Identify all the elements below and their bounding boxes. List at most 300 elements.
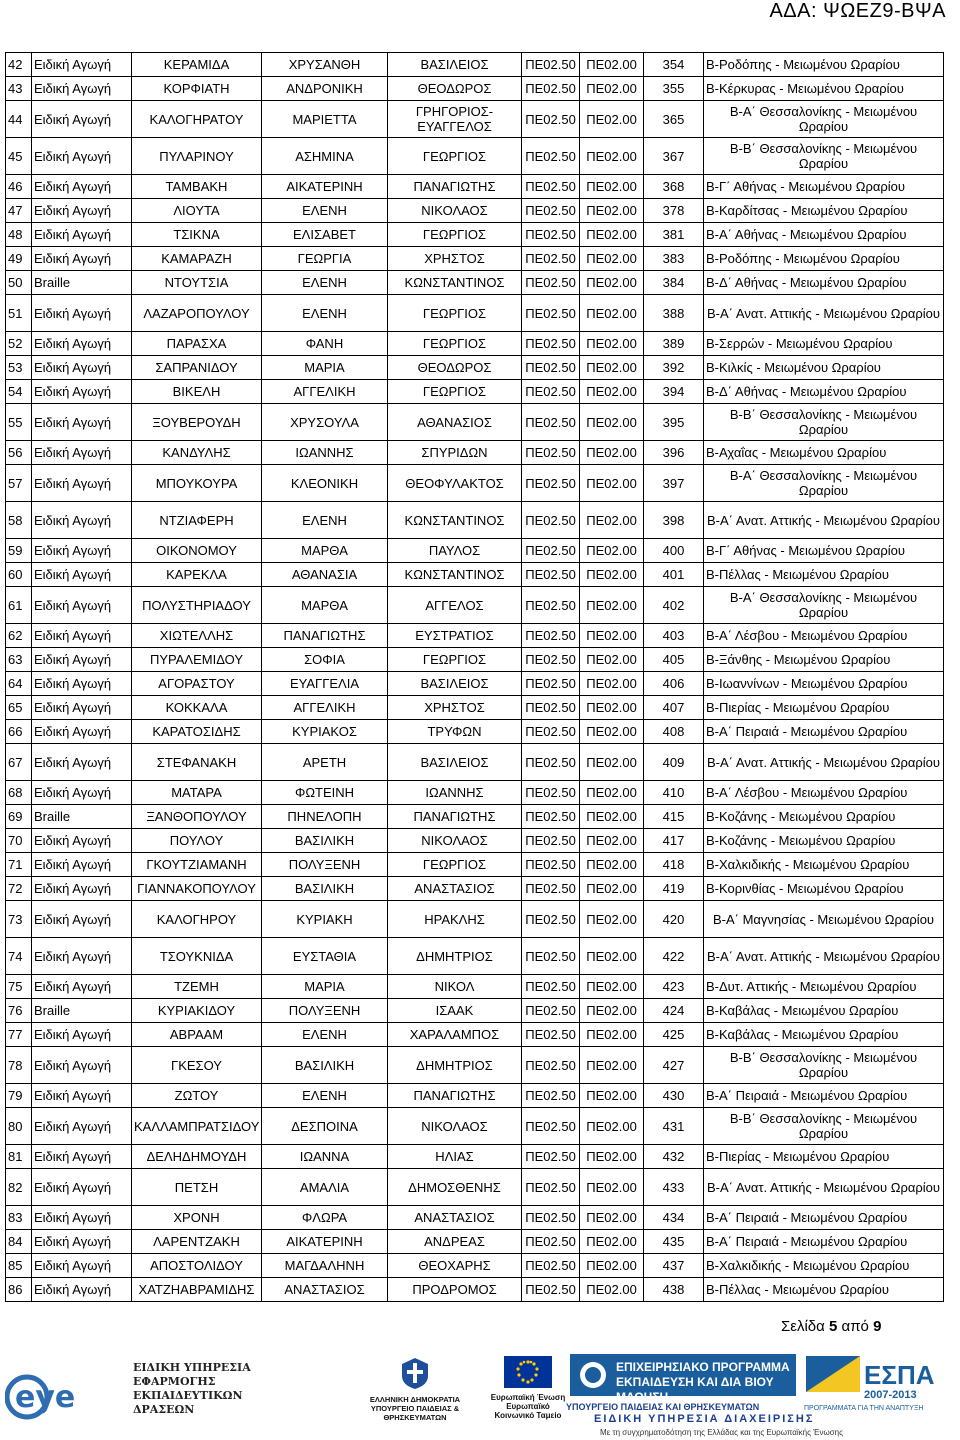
first-name-cell: ΒΑΣΙΛΙΚΗ bbox=[262, 829, 388, 853]
father-name-cell: ΘΕΟΔΩΡΟΣ bbox=[388, 356, 522, 380]
first-name-cell: ΕΥΣΤΑΘΙΑ bbox=[262, 938, 388, 975]
position-cell: Β-Β΄ Θεσσαλονίκης - Μειωμένου Ωραρίου bbox=[704, 404, 944, 441]
surname-cell: ΞΟΥΒΕΡΟΥΔΗ bbox=[132, 404, 262, 441]
row-number-cell: 69 bbox=[6, 805, 32, 829]
surname-cell: ΑΒΡΑΑΜ bbox=[132, 1023, 262, 1047]
position-cell: Β-Ροδόπης - Μειωμένου Ωραρίου bbox=[704, 53, 944, 77]
table-row bbox=[6, 175, 944, 199]
specialty-cell: Ειδική Αγωγή bbox=[32, 901, 132, 938]
father-name-cell: ΣΠΥΡΙΔΩΝ bbox=[388, 441, 522, 465]
first-name-cell: ΦΩΤΕΙΝΗ bbox=[262, 781, 388, 805]
code-secondary-cell: ΠΕ02.00 bbox=[580, 295, 644, 332]
code-secondary-cell: ΠΕ02.00 bbox=[580, 1108, 644, 1145]
first-name-cell: ΕΛΕΝΗ bbox=[262, 502, 388, 539]
rank-cell: 424 bbox=[644, 999, 704, 1023]
table-row bbox=[6, 199, 944, 223]
rank-cell: 419 bbox=[644, 877, 704, 901]
position-cell: Β-Κοζάνης - Μειωμένου Ωραρίου bbox=[704, 829, 944, 853]
specialty-cell: Ειδική Αγωγή bbox=[32, 465, 132, 502]
rank-cell: 367 bbox=[644, 138, 704, 175]
code-secondary-cell: ΠΕ02.00 bbox=[580, 805, 644, 829]
surname-cell: ΟΙΚΟΝΟΜΟΥ bbox=[132, 539, 262, 563]
code-primary-cell: ΠΕ02.50 bbox=[522, 672, 580, 696]
eye-logo bbox=[5, 1357, 275, 1433]
father-name-cell: ΓΕΩΡΓΙΟΣ bbox=[388, 648, 522, 672]
page-number: Σελίδα 5 από 9 bbox=[781, 1318, 882, 1335]
eye-mark-text: eye bbox=[15, 1380, 76, 1415]
rank-cell: 388 bbox=[644, 295, 704, 332]
first-name-cell: ΑΓΓΕΛΙΚΗ bbox=[262, 696, 388, 720]
code-primary-cell: ΠΕ02.50 bbox=[522, 441, 580, 465]
code-secondary-cell: ΠΕ02.00 bbox=[580, 1169, 644, 1206]
code-primary-cell: ΠΕ02.50 bbox=[522, 781, 580, 805]
father-name-cell: ΒΑΣΙΛΕΙΟΣ bbox=[388, 53, 522, 77]
rank-cell: 368 bbox=[644, 175, 704, 199]
position-cell: Β-Αχαΐας - Μειωμένου Ωραρίου bbox=[704, 441, 944, 465]
rank-cell: 418 bbox=[644, 853, 704, 877]
code-primary-cell: ΠΕ02.50 bbox=[522, 223, 580, 247]
code-primary-cell: ΠΕ02.50 bbox=[522, 271, 580, 295]
surname-cell: ΚΕΡΑΜΙΔΑ bbox=[132, 53, 262, 77]
first-name-cell: ΠΟΛΥΞΕΝΗ bbox=[262, 999, 388, 1023]
code-secondary-cell: ΠΕ02.00 bbox=[580, 138, 644, 175]
surname-cell: ΠΕΤΣΗ bbox=[132, 1169, 262, 1206]
first-name-cell: ΑΡΕΤΗ bbox=[262, 744, 388, 781]
table-row bbox=[6, 744, 944, 781]
rank-cell: 392 bbox=[644, 356, 704, 380]
row-number-cell: 56 bbox=[6, 441, 32, 465]
rank-cell: 432 bbox=[644, 1145, 704, 1169]
rank-cell: 420 bbox=[644, 901, 704, 938]
greek-republic-text: ΕΛΛΗΝΙΚΗ ΔΗΜΟΚΡΑΤΙΑ ΥΠΟΥΡΓΕΙΟ ΠΑΙΔΕΙΑΣ & ΘΡΗΣΚΕΥΜΑΤΩΝ bbox=[369, 1395, 461, 1422]
eu-logo bbox=[488, 1356, 568, 1420]
row-number-cell: 66 bbox=[6, 720, 32, 744]
specialty-cell: Ειδική Αγωγή bbox=[32, 587, 132, 624]
specialty-cell: Ειδική Αγωγή bbox=[32, 332, 132, 356]
row-number-cell: 54 bbox=[6, 380, 32, 404]
code-secondary-cell: ΠΕ02.00 bbox=[580, 672, 644, 696]
first-name-cell: ΕΛΙΣΑΒΕΤ bbox=[262, 223, 388, 247]
father-name-cell: ΓΡΗΓΟΡΙΟΣ-ΕΥΑΓΓΕΛΟΣ bbox=[388, 101, 522, 138]
specialty-cell: Ειδική Αγωγή bbox=[32, 1254, 132, 1278]
row-number-cell: 53 bbox=[6, 356, 32, 380]
surname-cell: ΣΑΠΡΑΝΙΔΟΥ bbox=[132, 356, 262, 380]
code-secondary-cell: ΠΕ02.00 bbox=[580, 1254, 644, 1278]
rank-cell: 389 bbox=[644, 332, 704, 356]
code-secondary-cell: ΠΕ02.00 bbox=[580, 465, 644, 502]
code-primary-cell: ΠΕ02.50 bbox=[522, 877, 580, 901]
position-cell: Β-Α΄ Θεσσαλονίκης - Μειωμένου Ωραρίου bbox=[704, 587, 944, 624]
code-primary-cell: ΠΕ02.50 bbox=[522, 1169, 580, 1206]
father-name-cell: ΝΙΚΟΛΑΟΣ bbox=[388, 199, 522, 223]
table-row bbox=[6, 672, 944, 696]
father-name-cell: ΠΑΝΑΓΙΩΤΗΣ bbox=[388, 1084, 522, 1108]
table-row bbox=[6, 1230, 944, 1254]
table-row bbox=[6, 999, 944, 1023]
rank-cell: 410 bbox=[644, 781, 704, 805]
position-cell: Β-Δυτ. Αττικής - Μειωμένου Ωραρίου bbox=[704, 975, 944, 999]
specialty-cell: Ειδική Αγωγή bbox=[32, 539, 132, 563]
espa-logo bbox=[800, 1352, 956, 1414]
code-secondary-cell: ΠΕ02.00 bbox=[580, 563, 644, 587]
surname-cell: ΣΤΕΦΑΝΑΚΗ bbox=[132, 744, 262, 781]
first-name-cell: ΑΝΑΣΤΑΣΙΟΣ bbox=[262, 1278, 388, 1302]
row-number-cell: 74 bbox=[6, 938, 32, 975]
surname-cell: ΧΡΟΝΗ bbox=[132, 1206, 262, 1230]
surname-cell: ΖΩΤΟΥ bbox=[132, 1084, 262, 1108]
row-number-cell: 84 bbox=[6, 1230, 32, 1254]
father-name-cell: ΧΑΡΑΛΑΜΠΟΣ bbox=[388, 1023, 522, 1047]
rank-cell: 354 bbox=[644, 53, 704, 77]
code-secondary-cell: ΠΕ02.00 bbox=[580, 648, 644, 672]
specialty-cell: Ειδική Αγωγή bbox=[32, 1084, 132, 1108]
father-name-cell: ΚΩΝΣΤΑΝΤΙΝΟΣ bbox=[388, 271, 522, 295]
svg-text:2007-2013: 2007-2013 bbox=[864, 1389, 917, 1401]
position-cell: Β-Α΄ Ανατ. Αττικής - Μειωμένου Ωραρίου bbox=[704, 744, 944, 781]
table-row bbox=[6, 465, 944, 502]
code-secondary-cell: ΠΕ02.00 bbox=[580, 539, 644, 563]
code-secondary-cell: ΠΕ02.00 bbox=[580, 901, 644, 938]
rank-cell: 433 bbox=[644, 1169, 704, 1206]
specialty-cell: Braille bbox=[32, 805, 132, 829]
surname-cell: ΓΙΑΝΝΑΚΟΠΟΥΛΟΥ bbox=[132, 877, 262, 901]
surname-cell: ΑΠΟΣΤΟΛΙΔΟΥ bbox=[132, 1254, 262, 1278]
position-cell: Β-Α΄ Θεσσαλονίκης - Μειωμένου Ωραρίου bbox=[704, 101, 944, 138]
eye-logo-icon bbox=[5, 1367, 123, 1423]
position-cell: Β-Α΄ Ανατ. Αττικής - Μειωμένου Ωραρίου bbox=[704, 295, 944, 332]
row-number-cell: 67 bbox=[6, 744, 32, 781]
code-primary-cell: ΠΕ02.50 bbox=[522, 1278, 580, 1302]
rank-cell: 423 bbox=[644, 975, 704, 999]
authority-line: ΕΙΔΙΚΗ ΥΠΗΡΕΣΙΑ ΔΙΑΧΕΙΡΙΣΗΣ bbox=[594, 1413, 815, 1425]
code-secondary-cell: ΠΕ02.00 bbox=[580, 1206, 644, 1230]
svg-text:ΕΣΠΑ: ΕΣΠΑ bbox=[864, 1360, 935, 1390]
rank-cell: 408 bbox=[644, 720, 704, 744]
rank-cell: 425 bbox=[644, 1023, 704, 1047]
rank-cell: 430 bbox=[644, 1084, 704, 1108]
position-cell: Β-Ξάνθης - Μειωμένου Ωραρίου bbox=[704, 648, 944, 672]
rank-cell: 434 bbox=[644, 1206, 704, 1230]
table-row bbox=[6, 271, 944, 295]
surname-cell: ΤΣΟΥΚΝΙΔΑ bbox=[132, 938, 262, 975]
specialty-cell: Ειδική Αγωγή bbox=[32, 138, 132, 175]
row-number-cell: 45 bbox=[6, 138, 32, 175]
first-name-cell: ΦΑΝΗ bbox=[262, 332, 388, 356]
code-primary-cell: ΠΕ02.50 bbox=[522, 744, 580, 781]
row-number-cell: 86 bbox=[6, 1278, 32, 1302]
first-name-cell: ΙΩΑΝΝΑ bbox=[262, 1145, 388, 1169]
rank-cell: 431 bbox=[644, 1108, 704, 1145]
position-cell: Β-Καβάλας - Μειωμένου Ωραρίου bbox=[704, 1023, 944, 1047]
specialty-cell: Ειδική Αγωγή bbox=[32, 175, 132, 199]
father-name-cell: ΠΑΝΑΓΙΩΤΗΣ bbox=[388, 805, 522, 829]
surname-cell: ΚΑΝΔΥΛΗΣ bbox=[132, 441, 262, 465]
row-number-cell: 81 bbox=[6, 1145, 32, 1169]
father-name-cell: ΚΩΝΣΤΑΝΤΙΝΟΣ bbox=[388, 502, 522, 539]
first-name-cell: ΕΛΕΝΗ bbox=[262, 1084, 388, 1108]
first-name-cell: ΠΟΛΥΞΕΝΗ bbox=[262, 853, 388, 877]
table-row bbox=[6, 781, 944, 805]
greek-republic-logo bbox=[350, 1356, 480, 1422]
position-cell: Β-Α΄ Λέσβου - Μειωμένου Ωραρίου bbox=[704, 624, 944, 648]
table-row bbox=[6, 356, 944, 380]
code-secondary-cell: ΠΕ02.00 bbox=[580, 53, 644, 77]
row-number-cell: 58 bbox=[6, 502, 32, 539]
row-number-cell: 51 bbox=[6, 295, 32, 332]
first-name-cell: ΠΗΝΕΛΟΠΗ bbox=[262, 805, 388, 829]
rank-cell: 422 bbox=[644, 938, 704, 975]
code-primary-cell: ΠΕ02.50 bbox=[522, 101, 580, 138]
specialty-cell: Ειδική Αγωγή bbox=[32, 441, 132, 465]
specialty-cell: Braille bbox=[32, 271, 132, 295]
code-primary-cell: ΠΕ02.50 bbox=[522, 563, 580, 587]
row-number-cell: 73 bbox=[6, 901, 32, 938]
rank-cell: 401 bbox=[644, 563, 704, 587]
row-number-cell: 65 bbox=[6, 696, 32, 720]
father-name-cell: ΙΩΑΝΝΗΣ bbox=[388, 781, 522, 805]
code-secondary-cell: ΠΕ02.00 bbox=[580, 1023, 644, 1047]
first-name-cell: ΚΥΡΙΑΚΗ bbox=[262, 901, 388, 938]
code-secondary-cell: ΠΕ02.00 bbox=[580, 587, 644, 624]
position-cell: Β-Γ΄ Αθήνας - Μειωμένου Ωραρίου bbox=[704, 539, 944, 563]
rank-cell: 394 bbox=[644, 380, 704, 404]
first-name-cell: ΜΑΡΙΕΤΤΑ bbox=[262, 101, 388, 138]
rank-cell: 409 bbox=[644, 744, 704, 781]
code-secondary-cell: ΠΕ02.00 bbox=[580, 720, 644, 744]
father-name-cell: ΕΥΣΤΡΑΤΙΟΣ bbox=[388, 624, 522, 648]
code-primary-cell: ΠΕ02.50 bbox=[522, 380, 580, 404]
table-row bbox=[6, 53, 944, 77]
father-name-cell: ΔΗΜΗΤΡΙΟΣ bbox=[388, 1047, 522, 1084]
father-name-cell: ΧΡΗΣΤΟΣ bbox=[388, 247, 522, 271]
specialty-cell: Ειδική Αγωγή bbox=[32, 53, 132, 77]
surname-cell: ΓΚΟΥΤΖΙΑΜΑΝΗ bbox=[132, 853, 262, 877]
first-name-cell: ΧΡΥΣΑΝΘΗ bbox=[262, 53, 388, 77]
father-name-cell: ΔΗΜΗΤΡΙΟΣ bbox=[388, 938, 522, 975]
first-name-cell: ΜΑΡΙΑ bbox=[262, 356, 388, 380]
espa-sub-text: ΠΡΟΓΡΑΜΜΑΤΑ ΓΙΑ ΤΗΝ ΑΝΑΠΤΥΞΗ bbox=[804, 1405, 924, 1412]
row-number-cell: 57 bbox=[6, 465, 32, 502]
position-cell: Β-Δ΄ Αθήνας - Μειωμένου Ωραρίου bbox=[704, 380, 944, 404]
code-primary-cell: ΠΕ02.50 bbox=[522, 696, 580, 720]
surname-cell: ΠΟΛΥΣΤΗΡΙΑΔΟΥ bbox=[132, 587, 262, 624]
specialty-cell: Ειδική Αγωγή bbox=[32, 648, 132, 672]
code-secondary-cell: ΠΕ02.00 bbox=[580, 175, 644, 199]
table-row bbox=[6, 1084, 944, 1108]
surname-cell: ΛΑΖΑΡΟΠΟΥΛΟΥ bbox=[132, 295, 262, 332]
rank-cell: 355 bbox=[644, 77, 704, 101]
table-row bbox=[6, 247, 944, 271]
father-name-cell: ΚΩΝΣΤΑΝΤΙΝΟΣ bbox=[388, 563, 522, 587]
code-secondary-cell: ΠΕ02.00 bbox=[580, 829, 644, 853]
code-secondary-cell: ΠΕ02.00 bbox=[580, 781, 644, 805]
code-primary-cell: ΠΕ02.50 bbox=[522, 587, 580, 624]
surname-cell: ΛΙΟΥΤΑ bbox=[132, 199, 262, 223]
code-secondary-cell: ΠΕ02.00 bbox=[580, 199, 644, 223]
specialty-cell: Ειδική Αγωγή bbox=[32, 199, 132, 223]
surname-cell: ΠΟΥΛΟΥ bbox=[132, 829, 262, 853]
code-primary-cell: ΠΕ02.50 bbox=[522, 1108, 580, 1145]
position-cell: Β-Α΄ Πειραιά - Μειωμένου Ωραρίου bbox=[704, 1084, 944, 1108]
code-secondary-cell: ΠΕ02.00 bbox=[580, 1047, 644, 1084]
first-name-cell: ΔΕΣΠΟΙΝΑ bbox=[262, 1108, 388, 1145]
row-number-cell: 59 bbox=[6, 539, 32, 563]
surname-cell: ΠΥΡΑΛΕΜΙΔΟΥ bbox=[132, 648, 262, 672]
row-number-cell: 71 bbox=[6, 853, 32, 877]
specialty-cell: Ειδική Αγωγή bbox=[32, 295, 132, 332]
position-cell: Β-Α΄ Πειραιά - Μειωμένου Ωραρίου bbox=[704, 1230, 944, 1254]
rank-cell: 403 bbox=[644, 624, 704, 648]
code-secondary-cell: ΠΕ02.00 bbox=[580, 101, 644, 138]
surname-cell: ΠΑΡΑΣΧΑ bbox=[132, 332, 262, 356]
row-number-cell: 85 bbox=[6, 1254, 32, 1278]
row-number-cell: 78 bbox=[6, 1047, 32, 1084]
rank-cell: 365 bbox=[644, 101, 704, 138]
first-name-cell: ΕΛΕΝΗ bbox=[262, 295, 388, 332]
surname-cell: ΜΠΟΥΚΟΥΡΑ bbox=[132, 465, 262, 502]
row-number-cell: 80 bbox=[6, 1108, 32, 1145]
position-cell: Β-Χαλκιδικής - Μειωμένου Ωραρίου bbox=[704, 1254, 944, 1278]
code-primary-cell: ΠΕ02.50 bbox=[522, 465, 580, 502]
first-name-cell: ΜΑΡΘΑ bbox=[262, 539, 388, 563]
position-cell: Β-Α΄ Ανατ. Αττικής - Μειωμένου Ωραρίου bbox=[704, 502, 944, 539]
specialty-cell: Ειδική Αγωγή bbox=[32, 247, 132, 271]
position-cell: Β-Καβάλας - Μειωμένου Ωραρίου bbox=[704, 999, 944, 1023]
code-primary-cell: ΠΕ02.50 bbox=[522, 295, 580, 332]
father-name-cell: ΑΝΔΡΕΑΣ bbox=[388, 1230, 522, 1254]
code-primary-cell: ΠΕ02.50 bbox=[522, 138, 580, 175]
code-primary-cell: ΠΕ02.50 bbox=[522, 175, 580, 199]
position-cell: Β-Β΄ Θεσσαλονίκης - Μειωμένου Ωραρίου bbox=[704, 1047, 944, 1084]
rank-cell: 381 bbox=[644, 223, 704, 247]
specialty-cell: Ειδική Αγωγή bbox=[32, 1145, 132, 1169]
surname-cell: ΚΑΛΟΓΗΡΑΤΟΥ bbox=[132, 101, 262, 138]
father-name-cell: ΝΙΚΟΛΑΟΣ bbox=[388, 1108, 522, 1145]
eye-logo-text: ΕΙΔΙΚΗ ΥΠΗΡΕΣΙΑ ΕΦΑΡΜΟΓΗΣ ΕΚΠΑΙΔΕΥΤΙΚΩΝ ΔΡΑΣΕΩΝ bbox=[133, 1361, 251, 1416]
code-primary-cell: ΠΕ02.50 bbox=[522, 1023, 580, 1047]
row-number-cell: 43 bbox=[6, 77, 32, 101]
row-number-cell: 49 bbox=[6, 247, 32, 271]
position-cell: Β-Ιωαννίνων - Μειωμένου Ωραρίου bbox=[704, 672, 944, 696]
father-name-cell: ΤΡΥΦΩΝ bbox=[388, 720, 522, 744]
rank-cell: 378 bbox=[644, 199, 704, 223]
rank-cell: 396 bbox=[644, 441, 704, 465]
surname-cell: ΚΑΡΕΚΛΑ bbox=[132, 563, 262, 587]
table-row bbox=[6, 696, 944, 720]
surname-cell: ΚΟΚΚΑΛΑ bbox=[132, 696, 262, 720]
position-cell: Β-Πέλλας - Μειωμένου Ωραρίου bbox=[704, 563, 944, 587]
code-secondary-cell: ΠΕ02.00 bbox=[580, 1230, 644, 1254]
row-number-cell: 52 bbox=[6, 332, 32, 356]
code-primary-cell: ΠΕ02.50 bbox=[522, 829, 580, 853]
row-number-cell: 46 bbox=[6, 175, 32, 199]
code-secondary-cell: ΠΕ02.00 bbox=[580, 77, 644, 101]
rank-cell: 398 bbox=[644, 502, 704, 539]
row-number-cell: 48 bbox=[6, 223, 32, 247]
code-primary-cell: ΠΕ02.50 bbox=[522, 356, 580, 380]
table-row bbox=[6, 975, 944, 999]
code-secondary-cell: ΠΕ02.00 bbox=[580, 502, 644, 539]
specialty-cell: Ειδική Αγωγή bbox=[32, 1047, 132, 1084]
position-cell: Β-Κοζάνης - Μειωμένου Ωραρίου bbox=[704, 805, 944, 829]
row-number-cell: 82 bbox=[6, 1169, 32, 1206]
position-cell: Β-Β΄ Θεσσαλονίκης - Μειωμένου Ωραρίου bbox=[704, 138, 944, 175]
father-name-cell: ΘΕΟΔΩΡΟΣ bbox=[388, 77, 522, 101]
table-row bbox=[6, 77, 944, 101]
ministry-line: ΥΠΟΥΡΓΕΙΟ ΠΑΙΔΕΙΑΣ ΚΑΙ ΘΡΗΣΚΕΥΜΑΤΩΝ bbox=[566, 1402, 760, 1412]
first-name-cell: ΓΕΩΡΓΙΑ bbox=[262, 247, 388, 271]
specialty-cell: Ειδική Αγωγή bbox=[32, 1278, 132, 1302]
table-row bbox=[6, 138, 944, 175]
table-row bbox=[6, 295, 944, 332]
row-number-cell: 79 bbox=[6, 1084, 32, 1108]
program-banner bbox=[570, 1354, 796, 1404]
first-name-cell: ΑΘΑΝΑΣΙΑ bbox=[262, 563, 388, 587]
row-number-cell: 75 bbox=[6, 975, 32, 999]
table-row bbox=[6, 1169, 944, 1206]
code-secondary-cell: ΠΕ02.00 bbox=[580, 696, 644, 720]
code-secondary-cell: ΠΕ02.00 bbox=[580, 624, 644, 648]
surname-cell: ΚΑΡΑΤΟΣΙΔΗΣ bbox=[132, 720, 262, 744]
row-number-cell: 77 bbox=[6, 1023, 32, 1047]
code-primary-cell: ΠΕ02.50 bbox=[522, 1145, 580, 1169]
first-name-cell: ΒΑΣΙΛΙΚΗ bbox=[262, 1047, 388, 1084]
code-primary-cell: ΠΕ02.50 bbox=[522, 975, 580, 999]
rank-cell: 427 bbox=[644, 1047, 704, 1084]
row-number-cell: 47 bbox=[6, 199, 32, 223]
first-name-cell: ΕΛΕΝΗ bbox=[262, 271, 388, 295]
code-secondary-cell: ΠΕ02.00 bbox=[580, 404, 644, 441]
first-name-cell: ΑΣΗΜΙΝΑ bbox=[262, 138, 388, 175]
table-row bbox=[6, 853, 944, 877]
rank-cell: 397 bbox=[644, 465, 704, 502]
position-cell: Β-Καρδίτσας - Μειωμένου Ωραρίου bbox=[704, 199, 944, 223]
father-name-cell: ΠΑΝΑΓΙΩΤΗΣ bbox=[388, 175, 522, 199]
first-name-cell: ΕΥΑΓΓΕΛΙΑ bbox=[262, 672, 388, 696]
father-name-cell: ΓΕΩΡΓΙΟΣ bbox=[388, 853, 522, 877]
table-row bbox=[6, 877, 944, 901]
row-number-cell: 61 bbox=[6, 587, 32, 624]
rank-cell: 435 bbox=[644, 1230, 704, 1254]
position-cell: Β-Α΄ Πειραιά - Μειωμένου Ωραρίου bbox=[704, 1206, 944, 1230]
code-secondary-cell: ΠΕ02.00 bbox=[580, 999, 644, 1023]
table-row bbox=[6, 587, 944, 624]
code-primary-cell: ΠΕ02.50 bbox=[522, 901, 580, 938]
surname-cell: ΔΕΛΗΔΗΜΟΥΔΗ bbox=[132, 1145, 262, 1169]
rank-cell: 384 bbox=[644, 271, 704, 295]
rank-cell: 417 bbox=[644, 829, 704, 853]
table-row bbox=[6, 539, 944, 563]
code-secondary-cell: ΠΕ02.00 bbox=[580, 271, 644, 295]
first-name-cell: ΜΑΡΘΑ bbox=[262, 587, 388, 624]
surname-cell: ΚΑΛΛΑΜΠΡΑΤΣΙΔΟΥ bbox=[132, 1108, 262, 1145]
father-name-cell: ΗΡΑΚΛΗΣ bbox=[388, 901, 522, 938]
father-name-cell: ΘΕΟΦΥΛΑΚΤΟΣ bbox=[388, 465, 522, 502]
father-name-cell: ΔΗΜΟΣΘΕΝΗΣ bbox=[388, 1169, 522, 1206]
father-name-cell: ΝΙΚΟΛ bbox=[388, 975, 522, 999]
table-row bbox=[6, 502, 944, 539]
table-row bbox=[6, 1023, 944, 1047]
table-row bbox=[6, 1206, 944, 1230]
specialty-cell: Ειδική Αγωγή bbox=[32, 223, 132, 247]
code-primary-cell: ΠΕ02.50 bbox=[522, 1206, 580, 1230]
code-secondary-cell: ΠΕ02.00 bbox=[580, 1278, 644, 1302]
table-row bbox=[6, 1145, 944, 1169]
specialty-cell: Ειδική Αγωγή bbox=[32, 1023, 132, 1047]
specialty-cell: Ειδική Αγωγή bbox=[32, 502, 132, 539]
father-name-cell: ΓΕΩΡΓΙΟΣ bbox=[388, 223, 522, 247]
position-cell: Β-Ροδόπης - Μειωμένου Ωραρίου bbox=[704, 247, 944, 271]
